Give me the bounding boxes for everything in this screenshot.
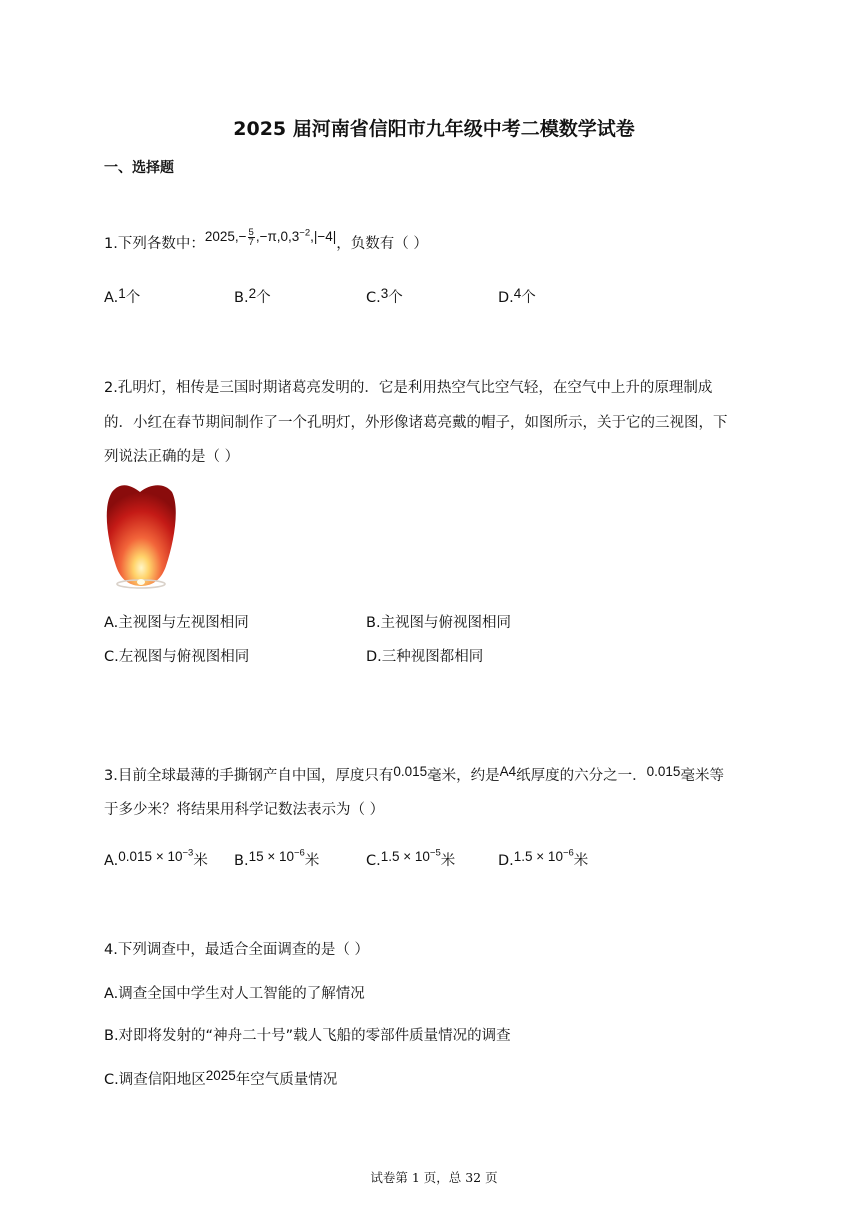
- q1-prefix: 1.下列各数中：: [104, 236, 205, 252]
- page-footer: 试卷第 1 页，总 32 页: [370, 1170, 498, 1185]
- option-base: 0.015 × 10: [118, 849, 183, 864]
- option-label: A.: [104, 290, 119, 306]
- q2-line-1: 2.孔明灯，相传是三国时期诸葛亮发明的．它是利用热空气比空气轻，在空气中上升的原理制成: [104, 380, 713, 396]
- option-value: 4: [513, 286, 522, 301]
- q4-option-c-text-a: C.调查信阳地区: [104, 1072, 206, 1088]
- q3-paper-size: A4: [499, 764, 517, 779]
- sky-lantern-image: [104, 482, 178, 592]
- q1-option-b[interactable]: [234, 286, 271, 307]
- option-unit: 米: [193, 853, 208, 869]
- option-base: 15 × 10: [248, 849, 294, 864]
- option-exponent: −5: [429, 847, 441, 859]
- option-value: 3: [380, 286, 389, 301]
- q2-line-3: 列说法正确的是（ ）: [104, 449, 240, 465]
- option-value: 1: [118, 286, 126, 301]
- q2-option-c[interactable]: C.左视图与俯视图相同: [104, 649, 250, 665]
- option-label: B.: [234, 290, 249, 306]
- q4-option-c-text-b: 年空气质量情况: [235, 1072, 338, 1088]
- option-unit: 米: [573, 853, 589, 869]
- q2-line-2: 的．小红在春节期间制作了一个孔明灯，外形像诸葛亮戴的帽子，如图所示，关于它的三视图，下: [104, 415, 728, 431]
- question-1-stem: [104, 226, 428, 254]
- option-label: A.: [104, 853, 119, 869]
- q2-option-d[interactable]: D.三种视图都相同: [366, 649, 484, 665]
- q1-exponent: −2: [299, 227, 311, 239]
- section-heading: 一、选择题: [104, 160, 174, 176]
- q3-option-d[interactable]: [498, 849, 588, 870]
- q3-number-b: 0.015: [646, 764, 681, 779]
- q1-option-c[interactable]: [366, 286, 403, 307]
- page-title: 2025 届河南省信阳市九年级中考二模数学试卷: [233, 118, 635, 140]
- option-exponent: −6: [293, 847, 305, 859]
- option-exponent: −3: [182, 847, 194, 859]
- option-unit: 个: [125, 290, 141, 306]
- q1-frac-num: 5: [248, 226, 254, 238]
- q1-expr-b: ,−π,0,3: [255, 229, 300, 244]
- q4-option-c[interactable]: [104, 1068, 337, 1089]
- q1-expr-c: ,|−4|: [310, 229, 337, 244]
- q3-option-a[interactable]: [104, 849, 208, 870]
- option-unit: 个: [256, 290, 271, 306]
- q4-option-a[interactable]: A.调查全国中学生对人工智能的了解情况: [104, 986, 365, 1002]
- q1-suffix: ，负数有（ ）: [336, 236, 428, 252]
- option-unit: 个: [521, 290, 536, 306]
- option-label: C.: [366, 290, 381, 306]
- q2-option-b[interactable]: B.主视图与俯视图相同: [366, 615, 512, 631]
- q3-text-b: 毫米，约是: [427, 768, 500, 784]
- option-unit: 米: [304, 853, 320, 869]
- option-label: B.: [234, 853, 249, 869]
- q4-option-c-year: 2025: [205, 1068, 236, 1083]
- q4-stem: 4.下列调查中，最适合全面调查的是（ ）: [104, 942, 369, 958]
- q1-expr-a: 2025,−: [204, 229, 247, 244]
- option-base: 1.5 × 10: [513, 849, 563, 864]
- q1-fraction: [248, 228, 255, 247]
- option-exponent: −6: [562, 847, 574, 859]
- q3-line-2: 于多少米？将结果用科学记数法表示为（ ）: [104, 802, 385, 818]
- q3-text-a: 3.目前全球最薄的手撕钢产自中国，厚度只有: [104, 768, 394, 784]
- q1-option-d[interactable]: [498, 286, 536, 307]
- option-label: D.: [498, 853, 514, 869]
- q1-option-a[interactable]: [104, 286, 140, 307]
- q1-frac-den: 7: [248, 236, 254, 248]
- q3-text-d: 毫米等: [680, 768, 724, 784]
- option-value: 2: [248, 286, 257, 301]
- q3-line-1: [104, 764, 724, 785]
- q2-option-a[interactable]: A.主视图与左视图相同: [104, 615, 249, 631]
- q3-option-c[interactable]: [366, 849, 455, 870]
- q3-number-a: 0.015: [393, 764, 428, 779]
- option-base: 1.5 × 10: [380, 849, 430, 864]
- q4-option-b[interactable]: B.对即将发射的“神舟二十号”载人飞船的零部件质量情况的调查: [104, 1028, 511, 1044]
- option-unit: 米: [440, 853, 456, 869]
- q1-expression: [204, 226, 337, 248]
- q3-option-b[interactable]: [234, 849, 319, 870]
- q3-text-c: 纸厚度的六分之一．: [516, 768, 647, 784]
- option-unit: 个: [388, 290, 403, 306]
- option-label: D.: [498, 290, 514, 306]
- option-label: C.: [366, 853, 381, 869]
